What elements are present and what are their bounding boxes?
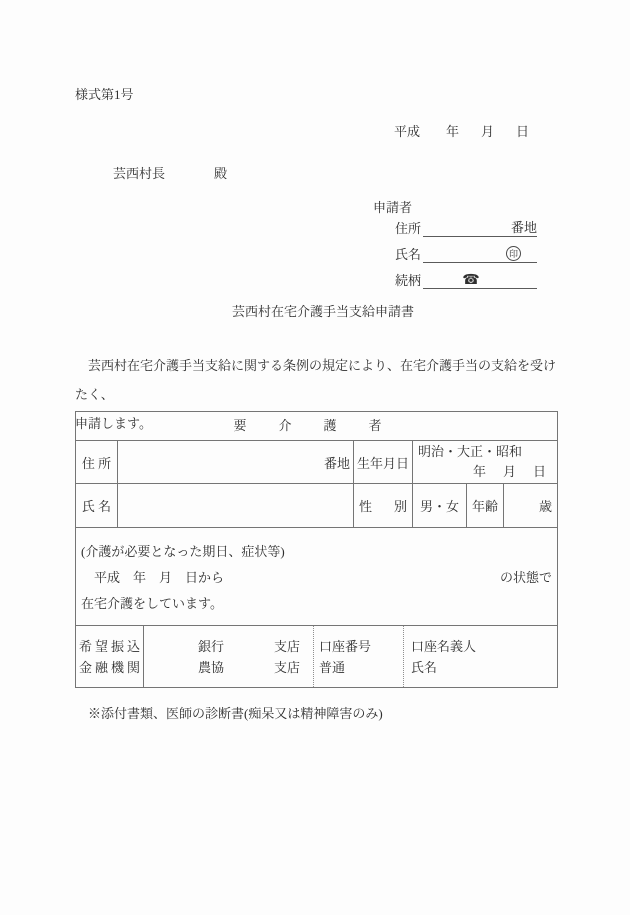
bank-label-line2: 金融機関	[79, 659, 144, 675]
account-holder-label: 口座名義人	[411, 638, 477, 654]
sex-label-right: 別	[393, 499, 407, 514]
body-line-1: 芸西村在宅介護手当支給に関する条例の規定により、在宅介護手当の支給を受けたく、	[75, 358, 557, 402]
applicant-relation-label: 続柄	[395, 273, 422, 288]
care-recipient-table	[75, 411, 558, 688]
birthdate-label: 生年月日	[353, 441, 412, 483]
era-options[interactable]: 明治・大正・昭和	[418, 444, 523, 459]
bank-suffix-2: 農協	[198, 659, 225, 675]
applicant-name-label: 氏名	[395, 247, 422, 262]
account-number-label: 口座番号	[319, 638, 372, 654]
account-type-label: 普通	[319, 659, 346, 675]
address-label: 住 所	[81, 455, 112, 471]
holder-name-label: 氏名	[411, 659, 438, 675]
table-header-row	[76, 412, 557, 440]
bank-label-line1: 希望振込	[79, 638, 144, 654]
date-day-label: 日	[516, 124, 530, 139]
bank-suffix-1: 銀行	[198, 638, 225, 654]
applicant-name-row	[395, 244, 537, 263]
era-date-units: 年 月 日	[472, 464, 548, 479]
addressee-name: 芸西村長	[113, 166, 166, 181]
attachment-note: ※添付書類、医師の診断書(痴呆又は精神障害のみ)	[88, 706, 383, 721]
branch-suffix-2: 支店	[274, 659, 301, 675]
applicant-address-label: 住所	[395, 221, 422, 236]
applicant-name-blank[interactable]	[423, 247, 537, 263]
bank-label-cell	[76, 626, 143, 687]
condition-line3: 在宅介護をしています。	[81, 596, 223, 611]
seal-icon: 印	[506, 246, 521, 261]
addressee-honorific: 殿	[214, 166, 228, 181]
document-title: 芸西村在宅介護手当支給申請書	[231, 304, 414, 319]
birthdate-input-cell[interactable]	[412, 441, 557, 483]
bank-name-input-cell[interactable]	[143, 626, 313, 687]
date-year-label: 年	[446, 124, 460, 139]
applicant-address-blank[interactable]	[423, 221, 537, 237]
applicant-heading: 申請者	[373, 200, 413, 215]
condition-state: の状態で	[499, 570, 552, 585]
table-header-care-recipient: 要介護者	[233, 418, 414, 433]
address-row	[76, 440, 557, 483]
account-holder-input-cell[interactable]	[403, 626, 557, 687]
sex-options[interactable]: 男・女	[412, 484, 466, 527]
name-label: 氏 名	[81, 499, 112, 514]
branch-suffix-1: 支店	[274, 638, 301, 654]
address-input-cell[interactable]	[117, 441, 353, 483]
condition-from: 平成 年 月 日から	[81, 570, 225, 585]
telephone-icon: ☎	[462, 272, 480, 288]
bank-row	[76, 625, 557, 687]
condition-cell[interactable]	[76, 528, 557, 625]
sex-label-cell	[353, 484, 412, 527]
applicant-address-row	[395, 218, 537, 237]
sex-label-left: 性	[359, 499, 373, 514]
applicant-relation-row	[395, 270, 537, 289]
name-input-cell[interactable]	[117, 484, 353, 527]
address-banchi-suffix: 番地	[511, 220, 538, 235]
applicant-relation-blank[interactable]	[423, 273, 537, 289]
form-number: 様式第1号	[75, 87, 134, 102]
addressee-line	[113, 163, 227, 182]
date-month-label: 月	[481, 124, 495, 139]
age-unit: 歳	[538, 499, 552, 514]
name-row	[76, 483, 557, 527]
body-line-2: 申請します。	[75, 416, 152, 431]
age-input-cell[interactable]	[503, 484, 557, 527]
date-era-label: 平成	[394, 124, 421, 139]
condition-row	[76, 527, 557, 625]
condition-note: (介護が必要となった期日、症状等)	[81, 544, 285, 559]
banchi-suffix: 番地	[323, 455, 350, 471]
account-number-input-cell[interactable]	[313, 626, 403, 687]
age-label: 年齢	[466, 484, 503, 527]
